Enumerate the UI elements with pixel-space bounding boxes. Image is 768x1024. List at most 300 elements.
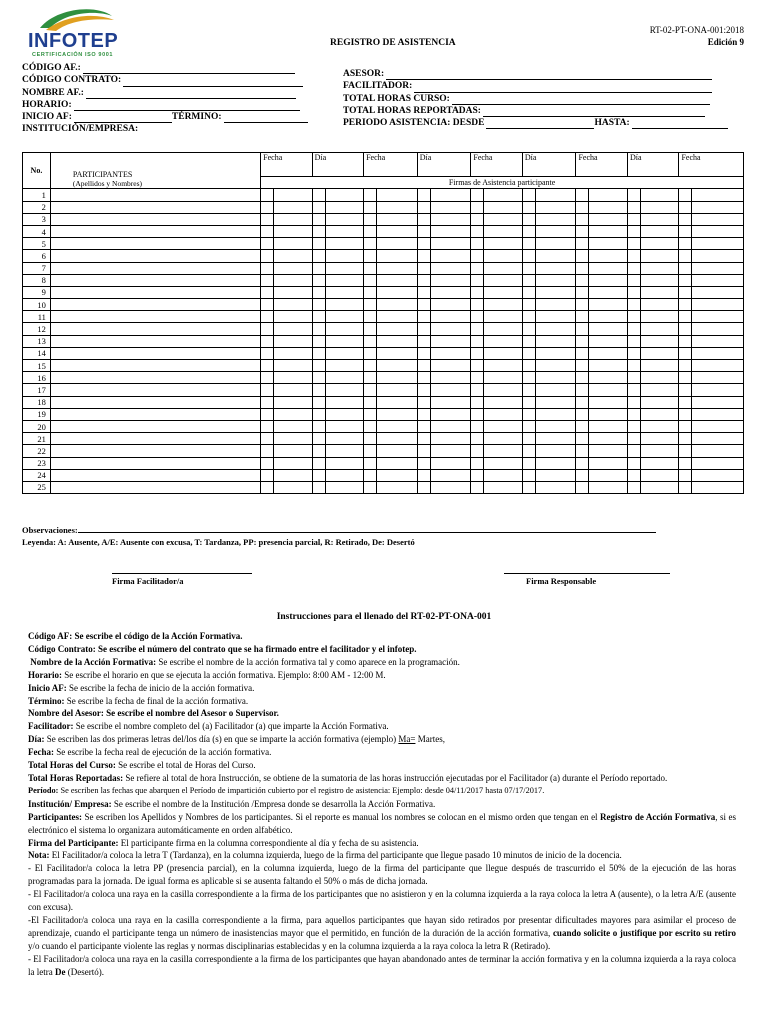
fecha-dia-value-cell[interactable] [471,164,522,177]
status-cell[interactable] [364,238,377,250]
signature-cell[interactable] [640,213,679,225]
status-cell[interactable] [417,384,430,396]
status-cell[interactable] [471,286,484,298]
participant-name-cell[interactable] [50,396,260,408]
observaciones-field[interactable] [78,524,656,533]
signature-cell[interactable] [484,274,523,286]
status-cell[interactable] [364,225,377,237]
status-cell[interactable] [261,225,274,237]
signature-cell[interactable] [535,384,576,396]
status-cell[interactable] [364,433,377,445]
status-cell[interactable] [312,262,325,274]
signature-cell[interactable] [484,250,523,262]
signature-cell[interactable] [640,396,679,408]
status-cell[interactable] [576,420,589,432]
status-cell[interactable] [364,189,377,201]
status-cell[interactable] [627,420,640,432]
status-cell[interactable] [312,250,325,262]
status-cell[interactable] [522,201,535,213]
signature-cell[interactable] [325,201,364,213]
status-cell[interactable] [471,213,484,225]
status-cell[interactable] [364,481,377,493]
signature-cell[interactable] [640,360,679,372]
signature-cell[interactable] [589,481,628,493]
signature-cell[interactable] [640,408,679,420]
signature-cell[interactable] [535,299,576,311]
signature-cell[interactable] [430,384,471,396]
status-cell[interactable] [576,396,589,408]
status-cell[interactable] [312,372,325,384]
signature-cell[interactable] [325,286,364,298]
signature-cell[interactable] [589,335,628,347]
status-cell[interactable] [522,250,535,262]
status-cell[interactable] [679,360,692,372]
fecha-dia-value-cell[interactable] [312,164,363,177]
signature-cell[interactable] [484,433,523,445]
status-cell[interactable] [522,408,535,420]
signature-cell[interactable] [376,262,417,274]
signature-cell[interactable] [484,335,523,347]
status-cell[interactable] [576,250,589,262]
status-cell[interactable] [261,250,274,262]
status-cell[interactable] [627,408,640,420]
status-cell[interactable] [576,311,589,323]
signature-cell[interactable] [484,347,523,359]
signature-cell[interactable] [535,225,576,237]
status-cell[interactable] [679,457,692,469]
signature-cell[interactable] [274,335,313,347]
signature-cell[interactable] [589,384,628,396]
signature-cell[interactable] [640,420,679,432]
signature-cell[interactable] [430,408,471,420]
signature-cell[interactable] [484,201,523,213]
status-cell[interactable] [576,335,589,347]
signature-cell[interactable] [535,311,576,323]
signature-cell[interactable] [430,457,471,469]
signature-cell[interactable] [484,360,523,372]
signature-cell[interactable] [589,213,628,225]
fecha-dia-value-cell[interactable] [522,164,576,177]
signature-cell[interactable] [325,360,364,372]
status-cell[interactable] [471,262,484,274]
signature-cell[interactable] [640,433,679,445]
signature-cell[interactable] [535,213,576,225]
status-cell[interactable] [522,347,535,359]
signature-cell[interactable] [274,408,313,420]
signature-cell[interactable] [589,445,628,457]
status-cell[interactable] [522,286,535,298]
signature-cell[interactable] [376,396,417,408]
signature-cell[interactable] [430,360,471,372]
signature-cell[interactable] [325,335,364,347]
status-cell[interactable] [312,299,325,311]
status-cell[interactable] [364,372,377,384]
status-cell[interactable] [627,262,640,274]
status-cell[interactable] [679,481,692,493]
signature-cell[interactable] [325,250,364,262]
signature-cell[interactable] [430,335,471,347]
status-cell[interactable] [471,201,484,213]
status-cell[interactable] [261,420,274,432]
signature-cell[interactable] [640,238,679,250]
status-cell[interactable] [312,189,325,201]
status-cell[interactable] [576,384,589,396]
status-cell[interactable] [261,396,274,408]
signature-cell[interactable] [274,469,313,481]
signature-cell[interactable] [325,311,364,323]
status-cell[interactable] [312,286,325,298]
status-cell[interactable] [471,469,484,481]
signature-cell[interactable] [274,311,313,323]
signature-cell[interactable] [376,238,417,250]
status-cell[interactable] [471,189,484,201]
status-cell[interactable] [312,396,325,408]
signature-cell[interactable] [484,311,523,323]
signature-cell[interactable] [274,299,313,311]
signature-cell[interactable] [484,262,523,274]
status-cell[interactable] [312,201,325,213]
participant-name-cell[interactable] [50,372,260,384]
status-cell[interactable] [522,360,535,372]
status-cell[interactable] [471,274,484,286]
status-cell[interactable] [364,360,377,372]
status-cell[interactable] [364,445,377,457]
signature-cell[interactable] [376,420,417,432]
signature-cell[interactable] [430,201,471,213]
status-cell[interactable] [679,250,692,262]
signature-cell[interactable] [430,311,471,323]
status-cell[interactable] [679,384,692,396]
signature-cell[interactable] [430,372,471,384]
signature-cell[interactable] [376,225,417,237]
signature-cell[interactable] [692,372,744,384]
signature-cell[interactable] [692,408,744,420]
status-cell[interactable] [627,433,640,445]
status-cell[interactable] [364,274,377,286]
status-cell[interactable] [417,420,430,432]
signature-cell[interactable] [274,250,313,262]
signature-cell[interactable] [376,274,417,286]
status-cell[interactable] [522,457,535,469]
signature-cell[interactable] [274,286,313,298]
status-cell[interactable] [312,323,325,335]
status-cell[interactable] [522,311,535,323]
signature-cell[interactable] [484,469,523,481]
status-cell[interactable] [522,384,535,396]
signature-cell[interactable] [640,262,679,274]
signature-cell[interactable] [325,372,364,384]
signature-cell[interactable] [484,225,523,237]
signature-cell[interactable] [640,335,679,347]
signature-cell[interactable] [376,286,417,298]
status-cell[interactable] [417,311,430,323]
status-cell[interactable] [417,262,430,274]
status-cell[interactable] [312,213,325,225]
status-cell[interactable] [679,299,692,311]
status-cell[interactable] [417,274,430,286]
signature-cell[interactable] [325,408,364,420]
signature-cell[interactable] [325,323,364,335]
status-cell[interactable] [471,372,484,384]
participant-name-cell[interactable] [50,189,260,201]
status-cell[interactable] [679,433,692,445]
status-cell[interactable] [261,238,274,250]
signature-cell[interactable] [589,457,628,469]
participant-name-cell[interactable] [50,213,260,225]
status-cell[interactable] [417,225,430,237]
status-cell[interactable] [364,384,377,396]
status-cell[interactable] [417,408,430,420]
periodo-desde-field[interactable] [486,119,594,129]
signature-cell[interactable] [376,201,417,213]
status-cell[interactable] [417,323,430,335]
status-cell[interactable] [522,396,535,408]
status-cell[interactable] [471,323,484,335]
signature-cell[interactable] [535,481,576,493]
participant-name-cell[interactable] [50,250,260,262]
signature-cell[interactable] [535,189,576,201]
status-cell[interactable] [627,396,640,408]
signature-cell[interactable] [692,457,744,469]
status-cell[interactable] [576,189,589,201]
status-cell[interactable] [364,420,377,432]
signature-cell[interactable] [376,360,417,372]
status-cell[interactable] [522,372,535,384]
status-cell[interactable] [417,396,430,408]
signature-cell[interactable] [589,311,628,323]
participant-name-cell[interactable] [50,238,260,250]
status-cell[interactable] [679,262,692,274]
participant-name-cell[interactable] [50,360,260,372]
status-cell[interactable] [627,347,640,359]
signature-cell[interactable] [376,481,417,493]
status-cell[interactable] [576,299,589,311]
status-cell[interactable] [312,274,325,286]
status-cell[interactable] [576,213,589,225]
signature-cell[interactable] [640,299,679,311]
signature-cell[interactable] [274,360,313,372]
status-cell[interactable] [417,189,430,201]
signature-cell[interactable] [484,457,523,469]
status-cell[interactable] [576,347,589,359]
status-cell[interactable] [417,360,430,372]
status-cell[interactable] [627,213,640,225]
participant-name-cell[interactable] [50,433,260,445]
participant-name-cell[interactable] [50,225,260,237]
signature-cell[interactable] [640,225,679,237]
signature-cell[interactable] [589,299,628,311]
signature-cell[interactable] [484,372,523,384]
status-cell[interactable] [261,262,274,274]
signature-cell[interactable] [640,347,679,359]
signature-cell[interactable] [325,469,364,481]
status-cell[interactable] [312,360,325,372]
firma-responsable-line[interactable] [504,573,670,574]
fecha-dia-value-cell[interactable] [417,164,471,177]
status-cell[interactable] [312,481,325,493]
status-cell[interactable] [679,469,692,481]
status-cell[interactable] [627,372,640,384]
signature-cell[interactable] [589,347,628,359]
signature-cell[interactable] [274,372,313,384]
status-cell[interactable] [679,335,692,347]
status-cell[interactable] [471,250,484,262]
status-cell[interactable] [261,457,274,469]
signature-cell[interactable] [535,201,576,213]
signature-cell[interactable] [589,274,628,286]
signature-cell[interactable] [325,189,364,201]
inicio-af-field[interactable] [74,113,172,123]
status-cell[interactable] [471,225,484,237]
status-cell[interactable] [364,347,377,359]
signature-cell[interactable] [376,433,417,445]
signature-cell[interactable] [589,262,628,274]
status-cell[interactable] [364,250,377,262]
signature-cell[interactable] [430,238,471,250]
status-cell[interactable] [364,408,377,420]
signature-cell[interactable] [589,408,628,420]
signature-cell[interactable] [589,189,628,201]
status-cell[interactable] [627,469,640,481]
status-cell[interactable] [261,360,274,372]
status-cell[interactable] [522,262,535,274]
status-cell[interactable] [417,372,430,384]
signature-cell[interactable] [535,420,576,432]
status-cell[interactable] [312,445,325,457]
status-cell[interactable] [417,347,430,359]
participant-name-cell[interactable] [50,457,260,469]
status-cell[interactable] [261,274,274,286]
signature-cell[interactable] [484,445,523,457]
total-horas-curso-field[interactable] [452,95,710,105]
signature-cell[interactable] [484,299,523,311]
signature-cell[interactable] [430,420,471,432]
signature-cell[interactable] [274,201,313,213]
signature-cell[interactable] [589,372,628,384]
signature-cell[interactable] [274,457,313,469]
signature-cell[interactable] [640,384,679,396]
signature-cell[interactable] [640,201,679,213]
signature-cell[interactable] [589,323,628,335]
signature-cell[interactable] [325,420,364,432]
signature-cell[interactable] [484,408,523,420]
status-cell[interactable] [627,201,640,213]
status-cell[interactable] [261,335,274,347]
status-cell[interactable] [627,274,640,286]
status-cell[interactable] [627,481,640,493]
status-cell[interactable] [261,213,274,225]
signature-cell[interactable] [325,347,364,359]
signature-cell[interactable] [430,481,471,493]
signature-cell[interactable] [484,238,523,250]
signature-cell[interactable] [376,311,417,323]
signature-cell[interactable] [274,262,313,274]
status-cell[interactable] [364,213,377,225]
status-cell[interactable] [522,238,535,250]
signature-cell[interactable] [692,274,744,286]
status-cell[interactable] [312,457,325,469]
signature-cell[interactable] [692,225,744,237]
signature-cell[interactable] [325,396,364,408]
status-cell[interactable] [576,225,589,237]
status-cell[interactable] [679,189,692,201]
signature-cell[interactable] [535,262,576,274]
signature-cell[interactable] [430,189,471,201]
status-cell[interactable] [261,372,274,384]
signature-cell[interactable] [484,323,523,335]
signature-cell[interactable] [535,433,576,445]
signature-cell[interactable] [589,250,628,262]
status-cell[interactable] [627,286,640,298]
status-cell[interactable] [364,457,377,469]
periodo-hasta-field[interactable] [632,119,728,129]
signature-cell[interactable] [692,286,744,298]
signature-cell[interactable] [484,396,523,408]
signature-cell[interactable] [430,213,471,225]
signature-cell[interactable] [589,396,628,408]
participant-name-cell[interactable] [50,469,260,481]
status-cell[interactable] [576,481,589,493]
signature-cell[interactable] [692,469,744,481]
status-cell[interactable] [627,360,640,372]
signature-cell[interactable] [430,225,471,237]
signature-cell[interactable] [376,335,417,347]
signature-cell[interactable] [640,481,679,493]
signature-cell[interactable] [589,420,628,432]
status-cell[interactable] [417,335,430,347]
status-cell[interactable] [364,323,377,335]
status-cell[interactable] [261,299,274,311]
signature-cell[interactable] [589,286,628,298]
status-cell[interactable] [312,384,325,396]
participant-name-cell[interactable] [50,420,260,432]
signature-cell[interactable] [376,347,417,359]
signature-cell[interactable] [692,481,744,493]
status-cell[interactable] [627,335,640,347]
status-cell[interactable] [627,323,640,335]
status-cell[interactable] [679,372,692,384]
signature-cell[interactable] [692,238,744,250]
signature-cell[interactable] [640,274,679,286]
signature-cell[interactable] [640,469,679,481]
status-cell[interactable] [576,323,589,335]
signature-cell[interactable] [484,189,523,201]
status-cell[interactable] [261,201,274,213]
signature-cell[interactable] [640,323,679,335]
signature-cell[interactable] [430,274,471,286]
status-cell[interactable] [679,396,692,408]
status-cell[interactable] [471,335,484,347]
status-cell[interactable] [522,335,535,347]
participant-name-cell[interactable] [50,311,260,323]
status-cell[interactable] [417,238,430,250]
status-cell[interactable] [312,311,325,323]
status-cell[interactable] [627,311,640,323]
signature-cell[interactable] [692,420,744,432]
participant-name-cell[interactable] [50,445,260,457]
status-cell[interactable] [522,433,535,445]
status-cell[interactable] [522,213,535,225]
signature-cell[interactable] [589,360,628,372]
signature-cell[interactable] [692,299,744,311]
status-cell[interactable] [471,311,484,323]
status-cell[interactable] [522,299,535,311]
signature-cell[interactable] [484,213,523,225]
status-cell[interactable] [471,433,484,445]
signature-cell[interactable] [692,384,744,396]
signature-cell[interactable] [325,262,364,274]
signature-cell[interactable] [430,347,471,359]
